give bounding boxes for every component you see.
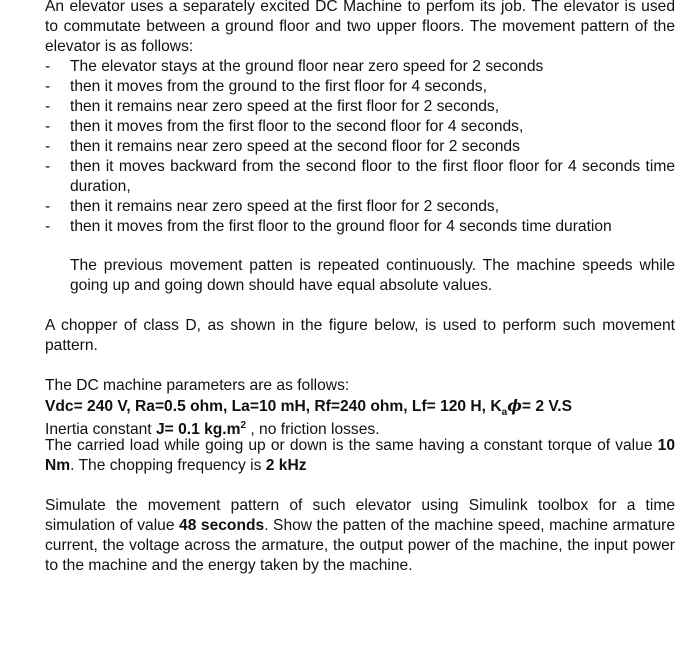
step-text: then it moves from the first floor to the ground floor for 4 seconds time duration: [70, 218, 612, 235]
simulate-paragraph: [45, 496, 675, 576]
simulate-pre: Simulate the movement pattern of such elevator using Simulink toolbox for a time simulation of value: [45, 497, 675, 534]
bullet-dash: -: [45, 78, 51, 95]
step-text: then it moves from the first floor to the second floor for 4 seconds,: [70, 118, 524, 135]
params-heading: The DC machine parameters are as follows:: [45, 377, 350, 394]
step-text: The elevator stays at the ground floor near zero speed for 2 seconds: [70, 58, 544, 75]
list-item: [45, 217, 675, 237]
bullet-dash: -: [45, 58, 51, 75]
repeat-note-paragraph: The previous movement patten is repeated continuously. The machine speeds while going up and going down should have equal absolute values.: [70, 257, 675, 294]
chopper-paragraph: A chopper of class D, as shown in the figure below, is used to perform such movement pattern.: [45, 317, 675, 354]
movement-steps-list: [45, 57, 675, 237]
params-rest: = 2 V.S: [521, 398, 573, 415]
list-item: [45, 157, 675, 197]
intro-paragraph: An elevator uses a separately excited DC Machine to perfom its job. The elevator is used to commutate between a ground floor and two upper floors. The movement pattern of the elevator is as follows:: [45, 0, 675, 55]
simulate-post: . Show the patten of the machine speed, machine armature current, the voltage across the armature, the output power of the machine, the input power to the machine and the energy taken by the machine.: [45, 517, 675, 574]
list-item: [45, 57, 675, 77]
phi-symbol: ϕ: [507, 396, 522, 415]
step-text: then it moves from the ground to the first floor for 4 seconds,: [70, 78, 487, 95]
bullet-dash: -: [45, 118, 51, 135]
inertia-sup: 2: [240, 420, 247, 431]
list-item: [45, 197, 675, 217]
params-subscript: a: [501, 407, 508, 419]
inertia-pre: Inertia constant: [45, 421, 156, 439]
load-mid: . The chopping frequency is: [70, 457, 266, 474]
load-torque: 10 Nm: [45, 437, 675, 474]
inertia-post: , no friction losses.: [246, 421, 380, 439]
step-text: then it remains near zero speed at the first floor for 2 seconds,: [70, 198, 500, 215]
list-item: [45, 117, 675, 137]
bullet-dash: -: [45, 98, 51, 115]
step-text: then it remains near zero speed at the first floor for 2 seconds,: [70, 98, 500, 115]
load-frequency: 2 kHz: [265, 457, 307, 474]
bullet-dash: -: [45, 198, 51, 215]
load-pre: The carried load while going up or down is the same having a constant torque of value: [45, 437, 658, 454]
params-main: Vdc= 240 V, Ra=0.5 ohm, La=10 mH, Rf=240 ohm, Lf= 120 H, K: [45, 398, 502, 415]
inertia-value: J= 0.1 kg.m: [155, 421, 241, 439]
list-item: [45, 97, 675, 117]
list-item: [45, 137, 675, 157]
list-item: [45, 77, 675, 97]
bullet-dash: -: [45, 138, 51, 155]
bullet-dash: -: [45, 218, 51, 235]
step-text: then it moves backward from the second floor to the first floor floor for 4 seconds time duration,: [70, 158, 675, 195]
simulate-time: 48 seconds: [179, 517, 265, 534]
load-paragraph: [45, 436, 675, 476]
bullet-dash: -: [45, 158, 51, 175]
step-text: then it remains near zero speed at the second floor for 2 seconds: [70, 138, 520, 155]
